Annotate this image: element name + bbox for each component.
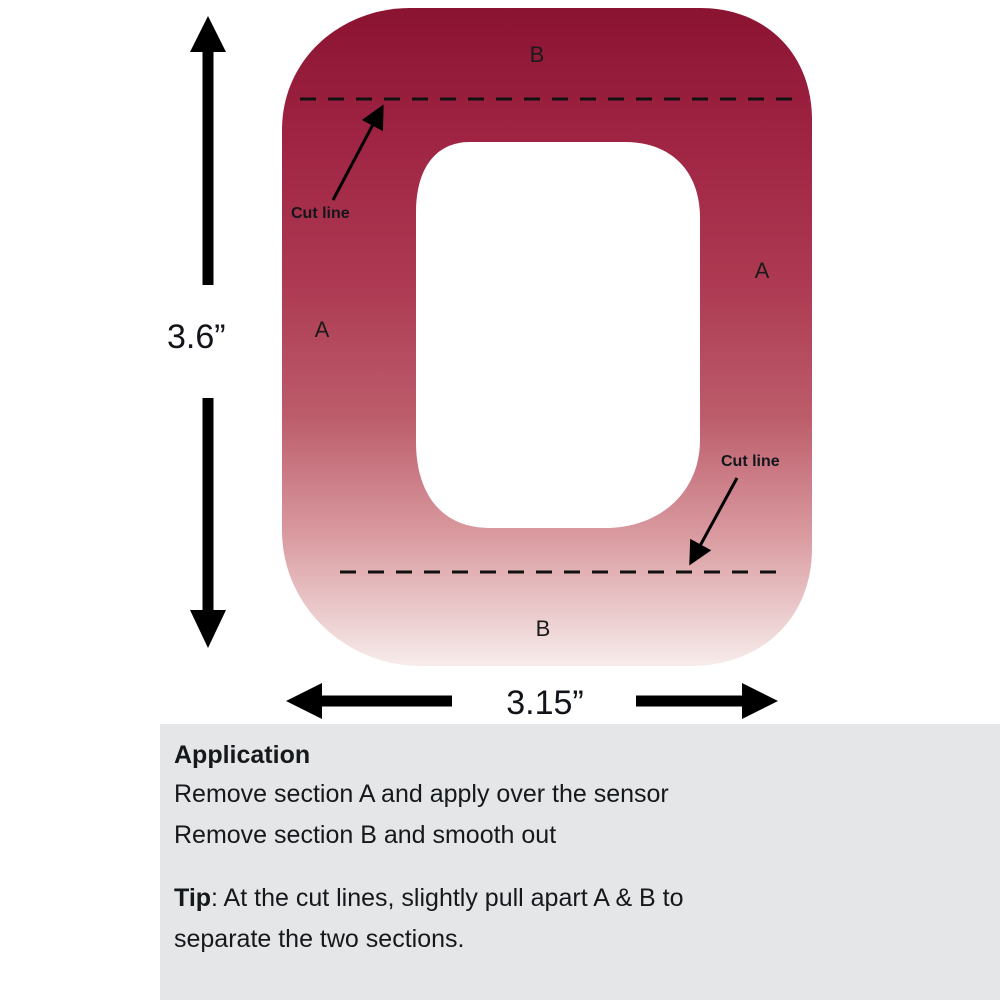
- section-label-top-b: B: [529, 42, 545, 67]
- width-dimension-label: 3.15”: [506, 684, 584, 722]
- section-label-right-a: A: [754, 258, 770, 283]
- height-dimension-label: 3.6”: [167, 318, 226, 356]
- tip-line-1: [174, 878, 1000, 919]
- tip-label: Tip: [174, 884, 212, 912]
- application-instructions-panel: [160, 724, 1000, 1000]
- patch-center-hole: [416, 142, 700, 528]
- tip-text: : At the cut lines, slightly pull apart A & B to: [211, 884, 684, 912]
- panel-spacer: [174, 856, 1000, 878]
- cut-line-bottom-label: Cut line: [721, 453, 780, 470]
- tip-line-2: separate the two sections.: [174, 925, 465, 953]
- instruction-line-2: Remove section B and smooth out: [174, 821, 557, 849]
- instruction-line-1: Remove section A and apply over the sensor: [174, 780, 669, 808]
- cut-line-top-label: Cut line: [291, 205, 350, 222]
- section-label-left-a: A: [314, 317, 330, 342]
- panel-title: Application: [174, 741, 311, 769]
- section-label-bottom-b: B: [535, 616, 551, 641]
